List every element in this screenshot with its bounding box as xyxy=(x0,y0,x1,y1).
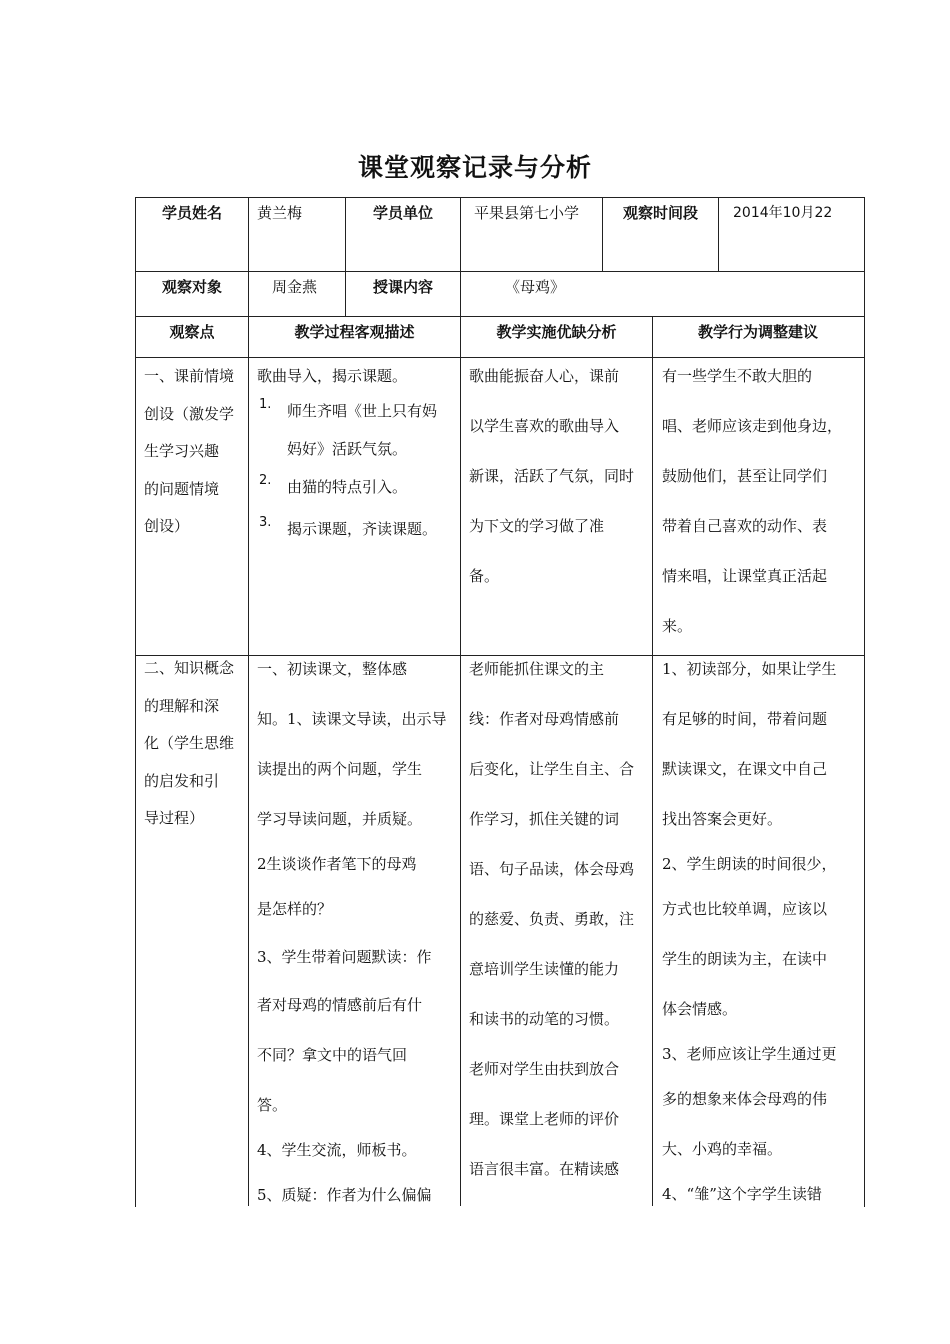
period-label: 观察时间段 xyxy=(622,204,698,222)
page-title: 课堂观察记录与分析 xyxy=(357,153,592,182)
header-observation-point: 观察点 xyxy=(169,323,215,341)
row1-analysis: 歌曲能振奋人心，课前 以学生喜欢的歌曲导入 新课，活跃了气氛，同时 为下文的学习做了准 备。 xyxy=(469,367,635,585)
lesson-content: 《母鸡》 xyxy=(505,278,566,296)
student-name: 黄兰梅 xyxy=(257,204,303,222)
unit-label: 学员单位 xyxy=(372,204,433,222)
target-label: 观察对象 xyxy=(161,278,222,296)
row2-observation-point: 二、知识概念 的理解和深 化（学生思维 的启发和引 导过程） xyxy=(144,659,235,827)
table-rule xyxy=(135,271,864,272)
student-name-label: 学员姓名 xyxy=(161,204,222,222)
row2-suggestion: 1、初读部分，如果让学生 有足够的时间，带着问题 默读课文，在课文中自己 找出答案会更好。 2、学生朗读的时间很少， 方式也比较单调，应该以 学生的朗读为主，在读中 体会情感。 3、老师应该让学生通过更 多的想象来体会母鸡的伟 大、小鸡的幸福。 4、“雏”这个字学生读错 xyxy=(662,660,837,1203)
row1-description: 歌曲导入，揭示课题。 1. 师生齐唱《世上只有妈 妈好》活跃气氛。 2. 由猫的特点引入。 3. 揭示课题，齐读课题。 xyxy=(257,367,438,538)
student-unit: 平果县第七小学 xyxy=(474,204,580,222)
row1-suggestion: 有一些学生不敢大胆的 唱、老师应该走到他身边， 鼓励他们，甚至让同学们 带着自己喜欢的动作、表 情来唱，让课堂真正活起 来。 xyxy=(662,367,843,635)
observation-target: 周金燕 xyxy=(272,278,318,296)
row1-observation-point: 一、课前情境 创设（激发学 生学习兴趣 的问题情境 创设） xyxy=(144,367,235,535)
row2-analysis: 老师能抓住课文的主 线：作者对母鸡情感前 后变化，让学生自主、合 作学习，抓住关键的词 语、句子品读，体会母鸡 的慈爱、负责、勇敢，注 意培训学生读懂的能力 和读书的动笔的习惯。 老师对学生由扶到放合 理。课堂上老师的评价 语言很丰富。在精读感 xyxy=(469,660,635,1178)
row2-description: 一、初读课文，整体感 知。1、读课文导读，出示导 读提出的两个问题，学生 学习导读问题，并质疑。 2生谈谈作者笔下的母鸡 是怎样的？ 3、学生带着问题默读：作 者对母鸡的情感前后有什 不同？拿文中的语气回 答。 4、学生交流，师板书。 5、质疑：作者为什么偏偏 xyxy=(257,660,447,1204)
header-analysis: 教学实施优缺分析 xyxy=(496,323,617,341)
content-label: 授课内容 xyxy=(372,278,433,296)
observation-period: 2014年10月22 xyxy=(733,205,833,221)
header-suggestion: 教学行为调整建议 xyxy=(697,323,818,341)
header-description: 教学过程客观描述 xyxy=(294,323,415,341)
table-rule xyxy=(135,316,864,317)
